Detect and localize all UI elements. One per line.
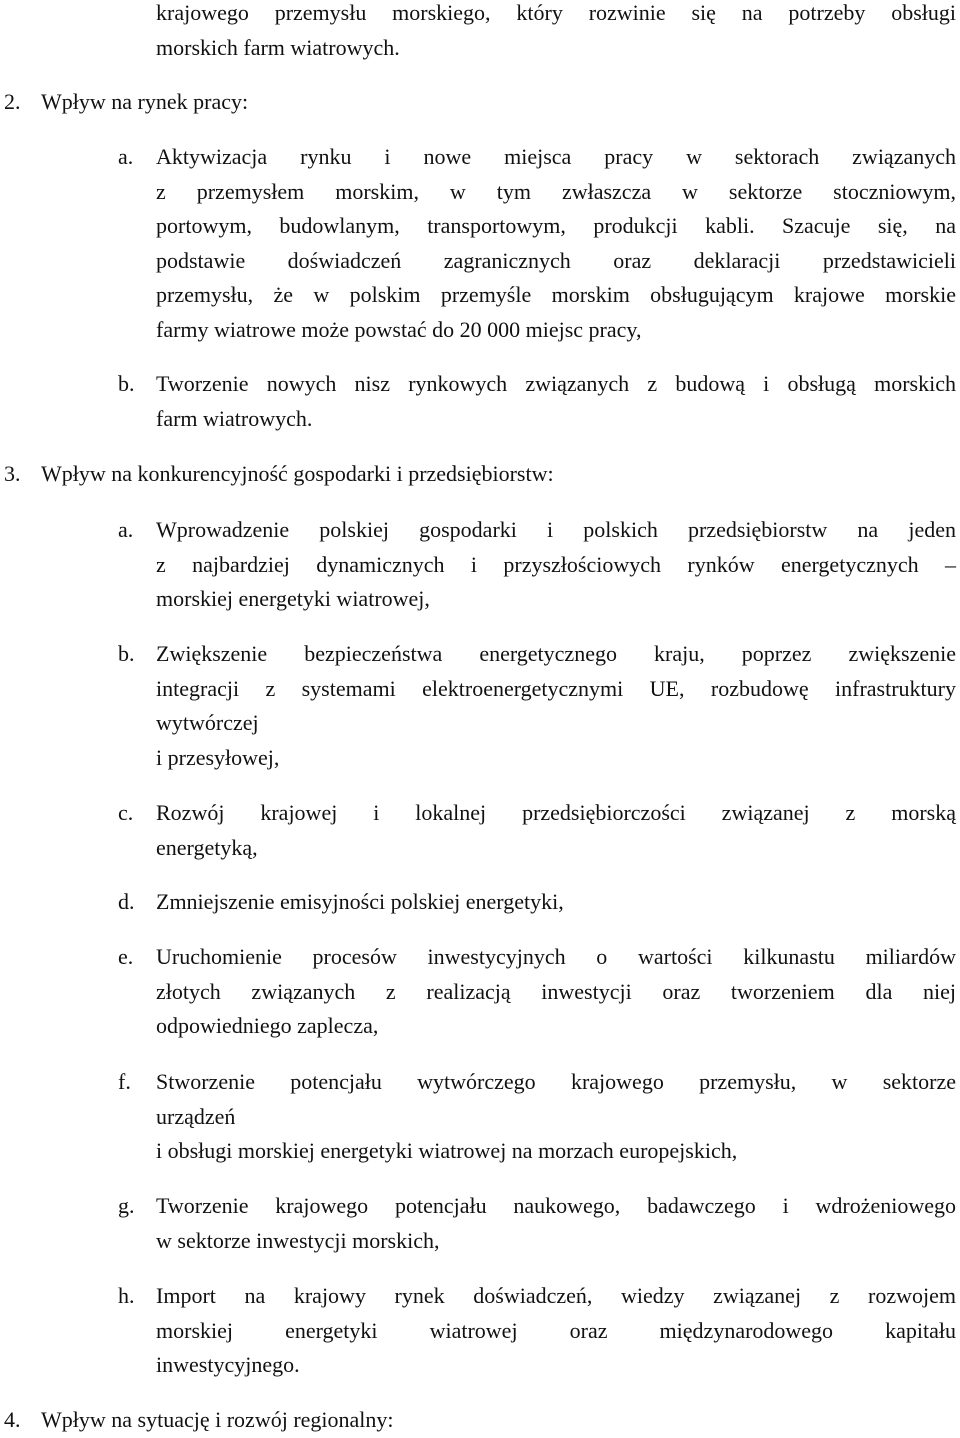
text-line: Zmniejszenie emisyjności polskiej energetyki, xyxy=(156,889,564,914)
text-line: odpowiedniego zaplecza, xyxy=(156,1013,379,1038)
section-heading: Wpływ na sytuację i rozwój regionalny: xyxy=(41,1407,394,1432)
list-marker: h. xyxy=(118,1283,135,1308)
list-item xyxy=(156,940,956,1044)
list-marker: g. xyxy=(118,1193,135,1218)
section-heading: Wpływ na konkurencyjność gospodarki i przedsiębiorstw: xyxy=(41,461,554,486)
text-line: Zwiększenie bezpieczeństwa energetycznego kraju, poprzez zwiększenie xyxy=(156,641,956,666)
text-line: Uruchomienie procesów inwestycyjnych o wartości kilkunastu miliardów xyxy=(156,944,956,969)
text-line: w sektorze inwestycji morskich, xyxy=(156,1227,440,1253)
list-marker: f. xyxy=(118,1069,131,1094)
text-line: Import na krajowy rynek doświadczeń, wiedzy związanej z rozwojem xyxy=(156,1283,956,1308)
list-item xyxy=(156,140,956,347)
list-item xyxy=(156,513,956,617)
list-item xyxy=(156,885,956,920)
list-item xyxy=(156,796,956,865)
text-line: i obsługi morskiej energetyki wiatrowej na morzach europejskich, xyxy=(156,1138,738,1163)
text-line: Tworzenie krajowego potencjału naukowego, badawczego i wdrożeniowego xyxy=(156,1193,956,1218)
text-line: inwestycyjnego. xyxy=(156,1352,300,1377)
text-line: farm wiatrowych. xyxy=(156,405,313,431)
list-item xyxy=(156,1189,956,1258)
list-marker: e. xyxy=(118,944,134,969)
list-item xyxy=(156,1065,956,1169)
text-line: morskich farm wiatrowych. xyxy=(156,34,400,60)
text-line: integracji z systemami elektroenergetycznymi UE, rozbudowę infrastruktury xyxy=(156,675,956,701)
list-marker: b. xyxy=(118,641,135,666)
text-line: wytwórczej xyxy=(156,710,259,735)
text-line: Wprowadzenie polskiej gospodarki i polskich przedsiębiorstw na jeden xyxy=(156,517,956,542)
text-line: z przemysłem morskim, w tym zwłaszcza w sektorze stoczniowym, xyxy=(156,178,956,204)
list-marker: b. xyxy=(118,371,135,396)
text-line: portowym, budowlanym, transportowym, produkcji kabli. Szacuje się, na xyxy=(156,213,956,238)
section-number: 4. xyxy=(4,1407,21,1432)
text-line: krajowego przemysłu morskiego, który rozwinie się na potrzeby obsługi xyxy=(156,0,956,25)
text-line: energetyką, xyxy=(156,834,258,860)
text-line: podstawie doświadczeń zagranicznych oraz deklaracji przedstawicieli xyxy=(156,247,956,273)
section-number: 3. xyxy=(4,461,21,486)
text-line: złotych związanych z realizacją inwestycji oraz tworzeniem dla niej xyxy=(156,978,956,1004)
list-item xyxy=(156,637,956,775)
text-line: przemysłu, że w polskim przemyśle morskim obsługującym krajowe morskie xyxy=(156,282,956,307)
text-line: i przesyłowej, xyxy=(156,744,280,770)
text-line: Aktywizacja rynku i nowe miejsca pracy w sektorach związanych xyxy=(156,144,956,169)
text-line: farmy wiatrowe może powstać do 20 000 miejsc pracy, xyxy=(156,316,642,342)
text-line: Stworzenie potencjału wytwórczego krajowego przemysłu, w sektorze xyxy=(156,1069,956,1094)
section-number: 2. xyxy=(4,89,21,114)
list-marker: c. xyxy=(118,800,134,825)
text-line: Tworzenie nowych nisz rynkowych związanych z budową i obsługą morskich xyxy=(156,371,956,396)
text-line: morskiej energetyki wiatrowej, xyxy=(156,586,430,611)
list-item xyxy=(156,1279,956,1383)
text-line: urządzeń xyxy=(156,1103,236,1129)
text-line: Rozwój krajowej i lokalnej przedsiębiorczości związanej z morską xyxy=(156,800,956,825)
text-line: z najbardziej dynamicznych i przyszłościowych rynków energetycznych – xyxy=(156,551,956,577)
list-marker: d. xyxy=(118,889,135,914)
list-marker: a. xyxy=(118,517,134,542)
intro-continuation xyxy=(156,0,956,65)
list-marker: a. xyxy=(118,144,134,169)
section-heading: Wpływ na rynek pracy: xyxy=(41,89,249,114)
list-item xyxy=(156,367,956,436)
text-line: morskiej energetyki wiatrowej oraz międzynarodowego kapitału xyxy=(156,1317,956,1343)
